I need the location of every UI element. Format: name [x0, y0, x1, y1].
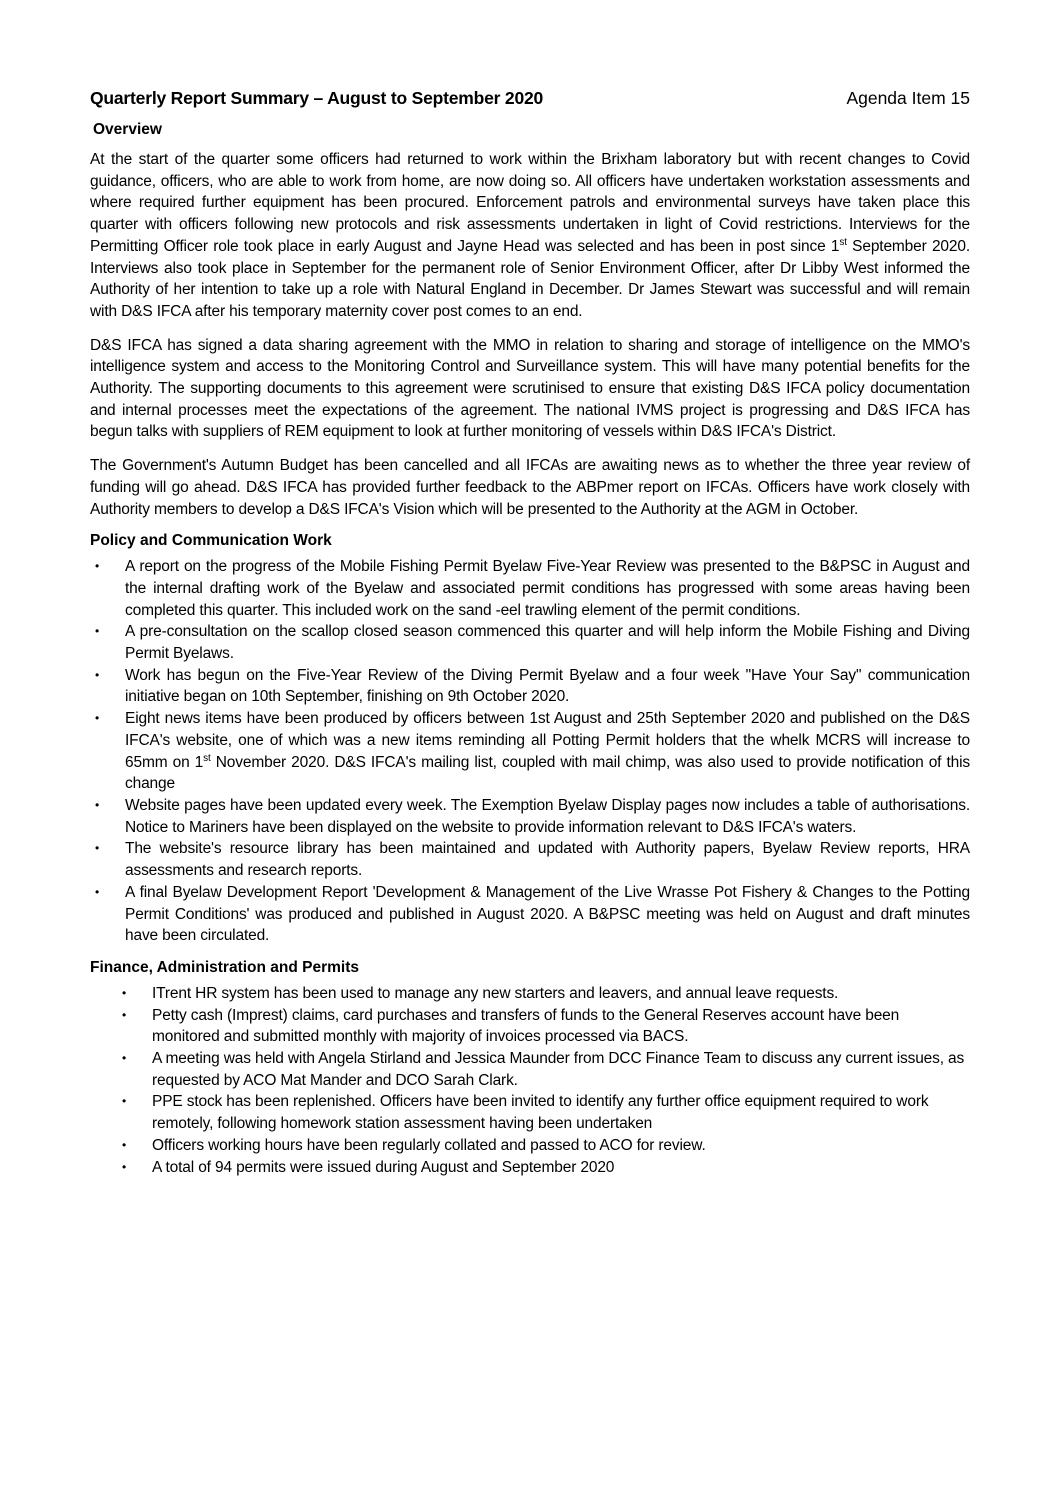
list-item: • A report on the progress of the Mobile Fishing Permit Byelaw Five-Year Review was presented to the B&PSC in August and the internal drafting work of the Byelaw and associated permit conditions has progressed with some areas having been completed this quarter. This included work on the sand -eel trawling element of the permit conditions. — [95, 558, 970, 619]
list-item: • Work has begun on the Five-Year Review of the Diving Permit Byelaw and a four week "Have Your Say" communication initiative began on 10th September, finishing on 9th October 2020. — [95, 666, 970, 706]
list-item: • Website pages have been updated every week. The Exemption Byelaw Display pages now includes a table of authorisations. Notice to Mariners have been displayed on the website to provide information relevant to D&S IFCA's waters. — [95, 796, 970, 836]
list-item: • A total of 94 permits were issued during August and September 2020 — [90, 1157, 970, 1179]
bullet-icon: • — [122, 1159, 127, 1174]
list-item: • ITrent HR system has been used to manage any new starters and leavers, and annual leave requests. — [90, 983, 970, 1005]
bullet-icon: • — [95, 884, 100, 899]
list-item: • A meeting was held with Angela Stirland and Jessica Maunder from DCC Finance Team to discuss any current issues, as requested by ACO Mat Mander and DCO Sarah Clark. — [122, 1050, 965, 1089]
list-item: • A final Byelaw Development Report 'Development & Management of the Live Wrasse Pot Fishery & Changes to the Potting Permit Conditions' was produced and published in August 2020. A B&PSC meeting was held on August and draft minutes have been circulated. — [95, 883, 970, 945]
bullet-icon: • — [122, 1007, 127, 1022]
bullet-icon: • — [95, 624, 100, 639]
overview-paragraph-2: D&S IFCA has signed a data sharing agreement with the MMO in relation to sharing and storage of intelligence on the MMO's intelligence system and access to the Monitoring Control and Surveillance system. This will have many potential benefits for the Authority. The supporting documents to this agreement were scrutinised to ensure that existing D&S IFCA policy documentation and internal processes meet the expectations of the agreement. The national IVMS project is progressing and D&S IFCA has begun talks with suppliers of REM equipment to look at further monitoring of vessels within D&S IFCA's District. — [90, 336, 970, 441]
bullet-icon: • — [122, 1137, 127, 1152]
list-item: • The website's resource library has been maintained and updated with Authority papers, Byelaw Review reports, HRA assessments and research reports. — [95, 840, 970, 880]
finance-heading: Finance, Administration and Permits — [90, 958, 360, 976]
document-header — [90, 88, 970, 109]
policy-heading: Policy and Communication Work — [90, 532, 332, 550]
bullet-icon: • — [95, 711, 100, 726]
overview-heading: Overview — [93, 121, 162, 138]
bullet-icon: • — [95, 667, 100, 682]
finance-list — [90, 983, 970, 1178]
list-item: • A pre-consultation on the scallop closed season commenced this quarter and will help inform the Mobile Fishing and Diving Permit Byelaws. — [95, 623, 970, 663]
overview-paragraph-3: The Government's Autumn Budget has been cancelled and all IFCAs are awaiting news as to whether the three year review of funding will go ahead. D&S IFCA has provided further feedback to the ABPmer report on IFCAs. Officers have work closely with Authority members to develop a D&S IFCA's Vision which will be presented to the Authority at the AGM in October. — [90, 457, 970, 518]
list-item: • Petty cash (Imprest) claims, card purchases and transfers of funds to the General Reserves account have been monitored and submitted monthly with majority of invoices processed via BACS. — [122, 1006, 900, 1046]
agenda-item: Agenda Item 15 — [846, 88, 970, 108]
bullet-icon: • — [122, 985, 127, 1000]
bullet-icon: • — [95, 797, 100, 812]
bullet-icon: • — [122, 1094, 127, 1109]
overview-paragraph-1: At the start of the quarter some officers had returned to work within the Brixham laboratory but with recent changes to Covid guidance, officers, who are able to work from home, are now doing so. All officers have undertaken workstation assessments and where required further equipment has been procured. Enforcement patrols and environmental surveys have taken place this quarter with officers following new protocols and risk assessments undertaken in light of Covid restrictions. Interviews for the Permitting Officer role took place in early August and Jayne Head was selected and has been in post since 1st September 2020. Interviews also took place in September for the permanent role of Senior Environment Officer, after Dr Libby West informed the Authority of her intention to take up a role with Natural England in December. Dr James Stewart was successful and will remain with D&S IFCA after his temporary maternity cover post comes to an end. — [90, 151, 970, 320]
list-item: • Eight news items have been produced by officers between 1st August and 25th September 2020 and published on the D&S IFCA's website, one of which was a new items reminding all Potting Permit holders that the whelk MCRS will increase to 65mm on 1st November 2020. D&S IFCA's mailing list, coupled with mail chimp, was also used to provide notification of this change — [95, 710, 970, 793]
bullet-icon: • — [122, 1051, 127, 1066]
policy-list — [90, 556, 970, 947]
bullet-icon: • — [95, 559, 100, 574]
list-item: • Officers working hours have been regularly collated and passed to ACO for review. — [90, 1135, 970, 1157]
report-title: Quarterly Report Summary – August to September 2020 — [90, 88, 544, 108]
list-item: • PPE stock has been replenished. Officers have been invited to identify any further office equipment required to work remotely, following homework station assessment having been undertaken — [122, 1093, 929, 1133]
bullet-icon: • — [95, 841, 100, 856]
document-page — [90, 88, 970, 1190]
